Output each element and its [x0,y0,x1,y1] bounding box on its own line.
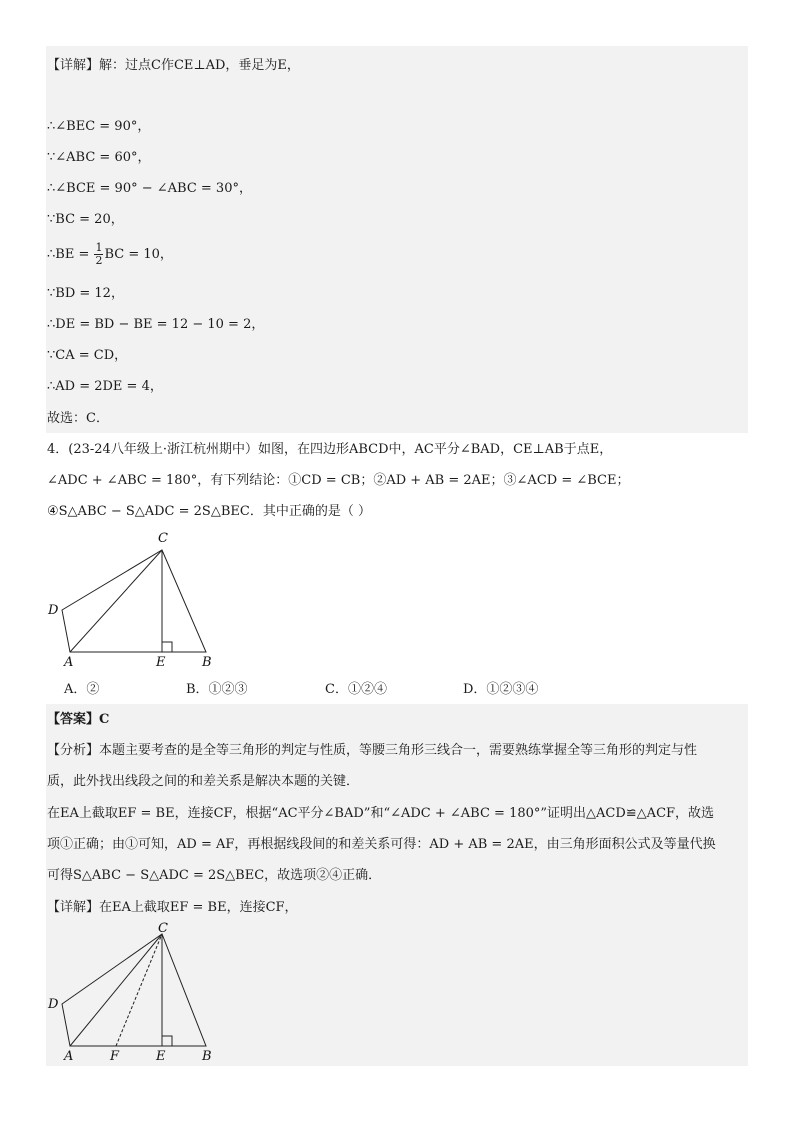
analysis-line: 质，此外找出线段之间的和差关系是解决本题的关键． [47,774,360,789]
question-line: 4．(23-24八年级上·浙江杭州期中）如图，在四边形ABCD中，AC平分∠BAD，CE⊥AB于点E， [47,442,613,457]
choice-line: 故选：C． [47,411,109,426]
label-C: C [158,921,168,936]
label-A: A [64,655,74,670]
analysis-line: 在EA上截取EF = BE，连接CF，根据“AC平分∠BAD”和“∠ADC + ∠ABC = 180°”证明出△ACD≌△ACF，故选 [47,806,715,821]
question-line: ∠ADC + ∠ABC = 180°，有下列结论：①CD = CB；②AD + AB = 2AE；③∠ACD = ∠BCE； [47,473,630,488]
step-line: ∵∠ABC = 60°， [47,150,151,165]
fraction-numerator: 1 [95,241,103,254]
step-line-fraction [47,242,173,267]
label-E: E [156,655,166,670]
step-line: ∵BC = 20， [47,212,124,227]
question-line: ④S△ABC − S△ADC = 2S△BEC．其中正确的是（ ） [47,504,371,519]
quadrilateral-figure [44,526,224,672]
step-line: ∴∠BEC = 90°， [47,119,151,134]
option-d: D．①②③④ [463,682,539,697]
analysis-line: 【分析】本题主要考查的是全等三角形的判定与性质，等腰三角形三线合一，需要熟练掌握全等三角形的判定与性 [47,743,698,758]
step-prefix: ∴BE = [47,247,94,262]
label-E: E [156,1049,166,1064]
option-a: A．② [64,682,100,697]
label-F: F [110,1049,120,1064]
detail-line: 【详解】解：过点C作CE⊥AD，垂足为E， [47,58,300,73]
solution-block-bg [46,46,748,433]
step-line: ∴DE = BD − BE = 12 − 10 = 2， [47,317,265,332]
label-D: D [48,603,59,618]
label-B: B [202,1049,212,1064]
step-line: ∵CA = CD， [47,348,128,363]
answer-line: 【答案】C [47,712,110,727]
option-b: B．①②③ [186,682,248,697]
label-C: C [158,531,168,546]
fraction-denominator: 2 [95,254,103,267]
quadrilateral-figure-with-f [44,920,224,1066]
fraction [94,242,103,267]
step-line: ∴∠BCE = 90° − ∠ABC = 30°， [47,181,252,196]
option-c: C．①②④ [325,682,387,697]
step-suffix: BC = 10， [104,247,173,262]
step-line: ∴AD = 2DE = 4， [47,379,163,394]
detail-heading: 【详解】在EA上截取EF = BE，连接CF， [47,900,298,915]
label-D: D [48,997,59,1012]
step-line: ∵BD = 12， [47,286,124,301]
label-A: A [64,1049,74,1064]
analysis-line: 可得S△ABC − S△ADC = 2S△BEC，故选项②④正确． [47,868,382,883]
label-B: B [202,655,212,670]
analysis-line: 项①正确；由①可知，AD = AF，再根据线段间的和差关系可得：AD + AB = 2AE，由三角形面积公式及等量代换 [47,837,716,852]
